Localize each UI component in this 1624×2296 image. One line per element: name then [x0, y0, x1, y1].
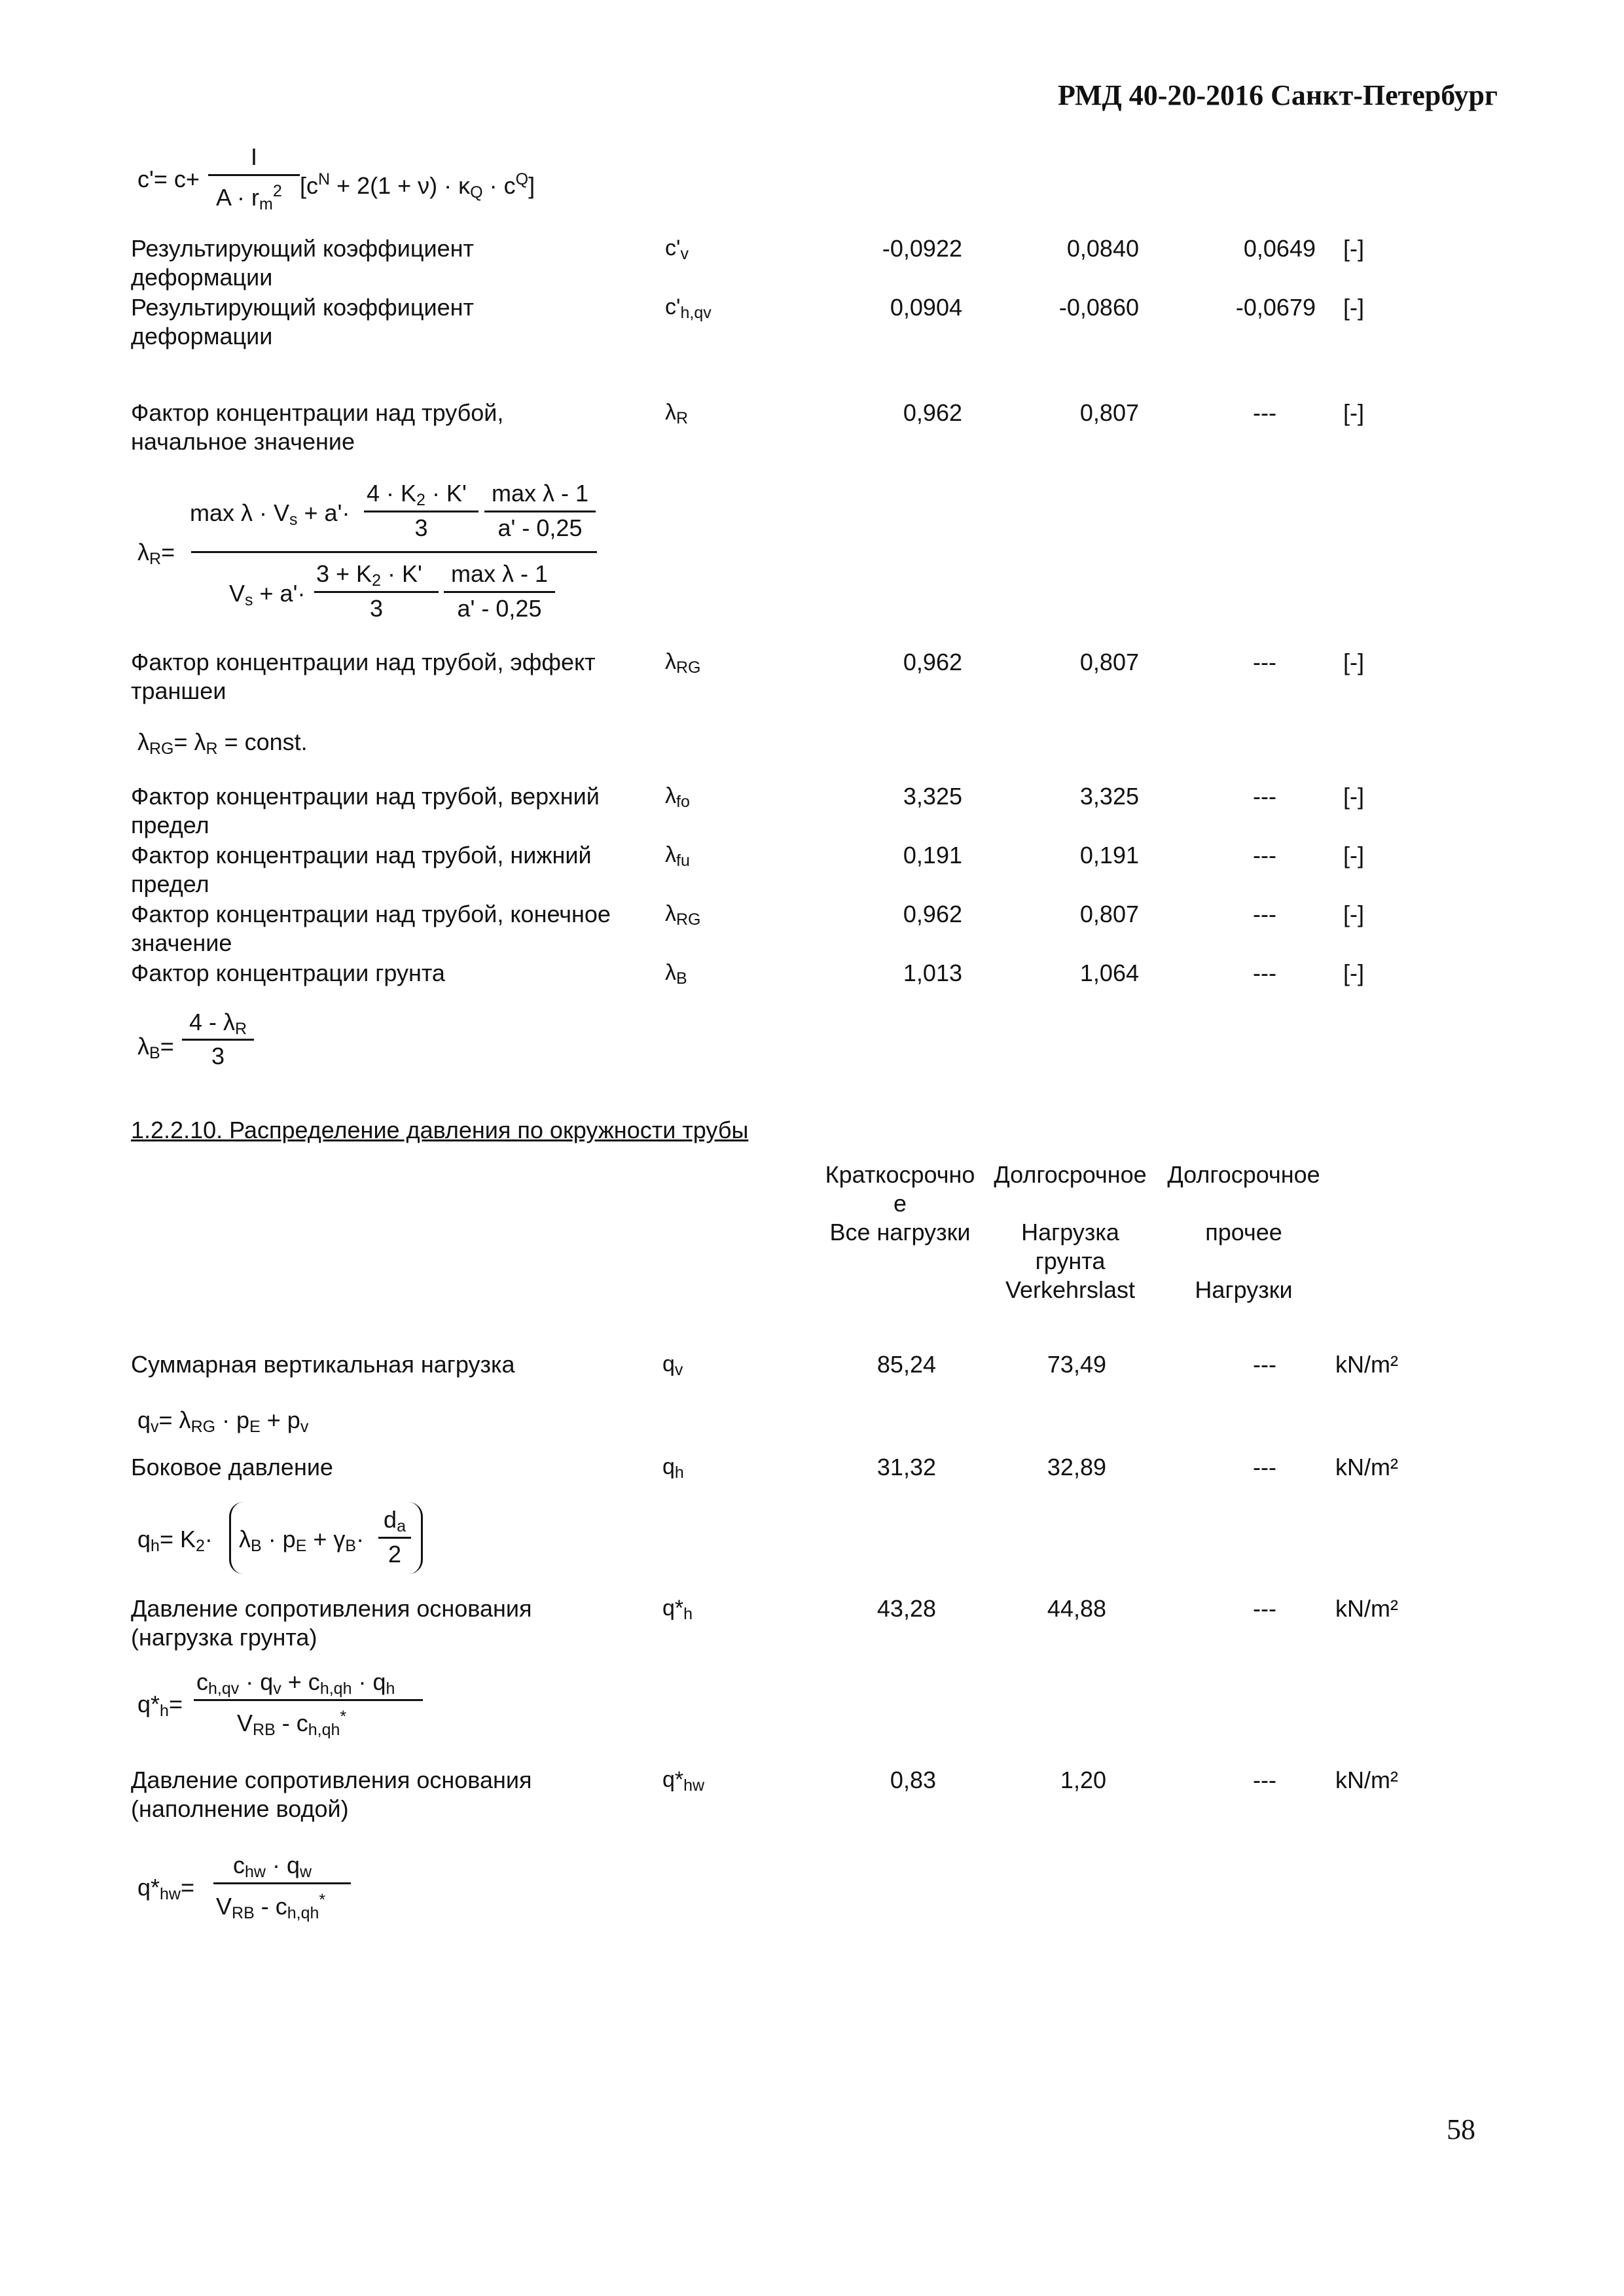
formula-lambda-rg: $\lambda_{RG}= \lambda_R$ = const.	[137, 728, 308, 758]
formula-qv: $q_v= \lambda_{RG} \cdot p_E + p_v$	[137, 1407, 309, 1436]
document-header: РМД 40-20-2016 Санкт-Петербург	[1057, 79, 1498, 111]
document-page: РМД 40-20-2016 Санкт-Петербург c'= c+ I $A \cdot r_m^2$ $[c^N + 2(1 + \nu) \cdot \kappa_Q \cdot c^Q]$ Результирующий коэффициент деформации $c'_v$ -0,0922 0,0840 0,0649 [-] Результирующий коэффициент деформации $c'_{h,qv}$ 0,0904 -0,0860 -0,0679 [-] Фактор концентрации над трубой, начальное значение $\lambda_R$ 0,962 0,807 --- [-] $\lambda_R=$ $\max \lambda \cdot V_s + a'\cdot$ $4 \cdot K_2 \cdot K'$ 3 max λ - 1 a' - 0,25 $V_s + a'\cdot$ $3 + K_2 \cdot K'$ 3 max λ - 1 a' - 0,25 Фактор концентрации над трубой, эффект траншеи $\lambda_{RG}$ 0,962 0,807 --- [-] $\lambda_{RG}= \lambda_R$ = const. Фактор концентрации над трубой, верхний предел $\lambda_{fo}$ 3,325 3,325 --- [-] Фактор концентрации над трубой, нижний предел $\lambda_{fu}$ 0,191 0,191 --- [-] Фактор концентрации над трубой, конечное значение $\lambda_{RG}$ 0,962 0,807 --- [-] Фактор концентрации грунта $\lambda_B$ 1,013 1,064 --- [-] $\lambda_B=$ $4 - \lambda_R$ 3 1.2.2.10. Распределение давления по окружности трубы Краткосрочно е Все нагрузки Долгосрочное Нагрузка грунта Verkehrslast Долгосрочное прочее Нагрузки Суммарная вертикальная нагрузка $q_v$ 85,24 73,49 --- kN/m² $q_v= \lambda_{RG} \cdot p_E + p_v$ Боковое давление $q_h$ 31,32 32,89 --- kN/m² $q_h= K_2\cdot$ $\lambda_B \cdot p_E + \gamma_B\cdot$ $d_a$ 2 Давление сопротивления основания (нагрузка грунта) $q*_h$ 43,28 44,88 --- kN/m² $q*_h=$ $c_{h,qv} \cdot q_v + c_{h,qh} \cdot q_h$ $V_{RB} - c_{h,qh}^*$ Давление сопротивления основания (наполнение водой) $q*_{hw}$ 0,83 1,20 --- kN/m² $q*_{hw}=$ $c_{hw} \cdot q_w$ $V_{RB} - c_{h,qh}^*$ 58	[131, 79, 1498, 2145]
section-heading: 1.2.2.10. Распределение давления по окружности трубы	[131, 1117, 749, 1143]
page-number: 58	[1447, 2113, 1475, 2145]
